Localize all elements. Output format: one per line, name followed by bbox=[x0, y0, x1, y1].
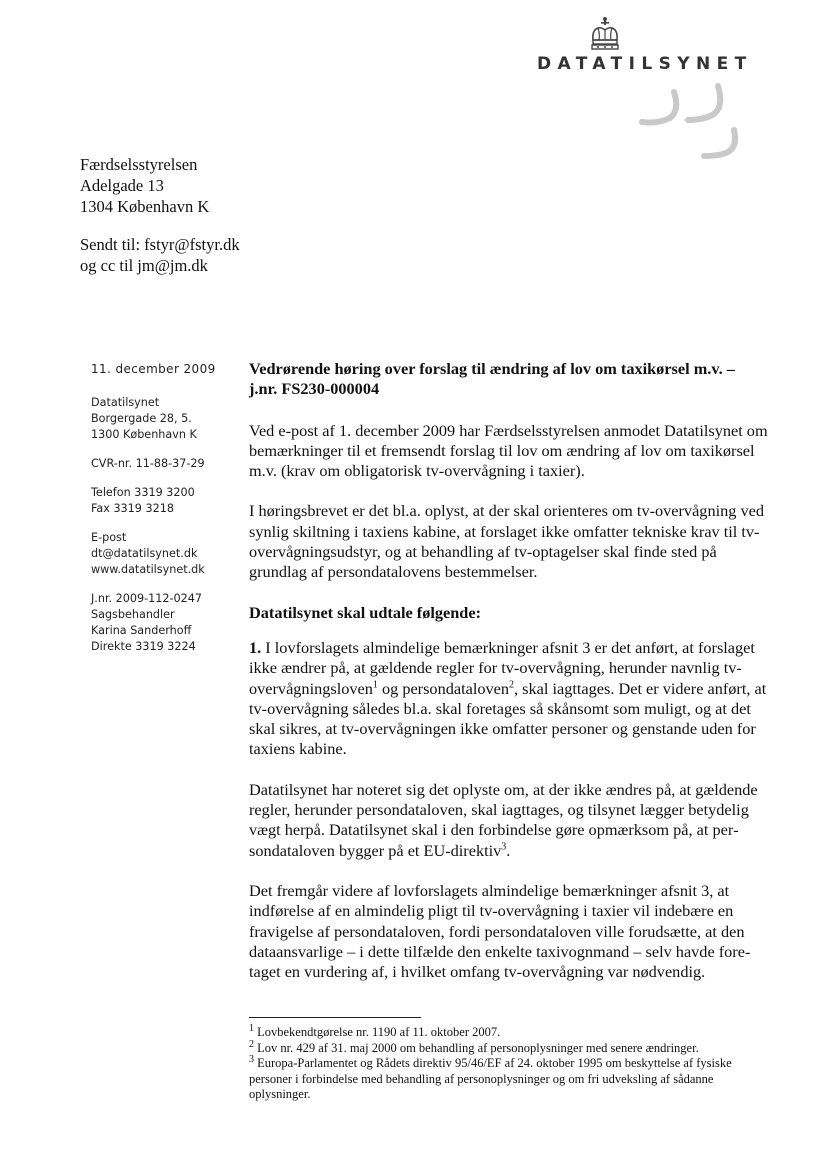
letter-body bbox=[249, 359, 775, 1002]
paragraph-4-part-a: Datatilsynet har noteret sig det oplyste om, at der ikke ændres på, at gældende regler, herunder persondataloven, skal iagttages, og tilsynet lægger betydelig vægt herpå. Datatilsynet skal i den forbindelse gøre opmærksom på, at persondataloven bygger på et EU-direktiv bbox=[249, 779, 758, 860]
sender-city: 1300 København K bbox=[91, 428, 197, 441]
sender-address bbox=[91, 395, 241, 443]
handler-name: Karina Sanderhoff bbox=[91, 624, 192, 637]
paragraph-1: Ved e-post af 1. december 2009 har Færdselsstyrelsen anmodet Datatilsynet om bemærkninger til et fremsendt forslag til lov om ændring af lov om taxikørsel m.v. (krav om obligatorisk tv-overvågning i taxier). bbox=[249, 420, 768, 481]
sender-street: Borgergade 28, 5. bbox=[91, 412, 192, 425]
phone-block bbox=[91, 485, 241, 517]
paragraph-4 bbox=[249, 780, 775, 861]
case-block bbox=[91, 591, 241, 655]
contact-block bbox=[91, 530, 241, 578]
phone-number: Telefon 3319 3200 bbox=[91, 486, 195, 499]
crown-icon bbox=[588, 16, 622, 52]
recipient-street: Adelgade 13 bbox=[80, 176, 164, 195]
point-number: 1. bbox=[249, 637, 262, 657]
recipient-city: 1304 København K bbox=[80, 197, 210, 216]
footnote-text: Lovbekendtgørelse nr. 1190 af 11. oktober 2007. bbox=[254, 1025, 501, 1039]
website-link[interactable]: www.datatilsynet.dk bbox=[91, 563, 205, 576]
sent-to-block bbox=[80, 234, 240, 276]
letter-date: 11. december 2009 bbox=[91, 362, 216, 376]
cc-line: og cc til jm@jm.dk bbox=[80, 256, 208, 275]
footnote-text: Europa-Parlamentet og Rådets direktiv 95/46/EF af 24. oktober 1995 om beskyttelse af fysiske personer i forbindelse med behandling af personoplysninger og om fri udveksling af sådanne oplysninger. bbox=[249, 1056, 732, 1101]
logo-wordmark: DATATILSYNET bbox=[537, 54, 753, 74]
footnote-text: Lov nr. 429 af 31. maj 2000 om behandling af personoplysninger med senere ændringer. bbox=[254, 1040, 699, 1055]
footnote-divider bbox=[249, 1017, 421, 1018]
footnote-number: 3 bbox=[249, 1053, 254, 1065]
section-heading: Datatilsynet skal udtale følgende: bbox=[249, 602, 482, 622]
subject-line-2: j.nr. FS230-000004 bbox=[249, 379, 380, 399]
cvr-number: CVR-nr. 11-88-37-29 bbox=[91, 457, 205, 470]
footnote-ref-1[interactable]: 1 bbox=[372, 679, 378, 691]
fax-number: Fax 3319 3218 bbox=[91, 502, 174, 515]
footnote-ref-2[interactable]: 2 bbox=[509, 679, 515, 691]
paragraph-3-part-a: I lovforslagets almindelige bemærkninger afsnit 3 er det anført, at forslaget ikke ændrer på, at gældende regler for tv-overvågning, herunder navnlig tv-overvågningsloven bbox=[249, 637, 755, 698]
hooks-decoration-icon bbox=[630, 80, 750, 170]
datatilsynet-logo bbox=[530, 14, 770, 164]
paragraph-3-part-c: , skal iagttages. Det er videre anført, at tv-overvågning således bl.a. skal foretages så skånsomt som muligt, og at det skal sikres, at tv-overvågningen ikke omfatter personer og genstande uden for taxiens kabine. bbox=[249, 678, 767, 759]
footnote-ref-3[interactable]: 3 bbox=[501, 841, 507, 853]
sender-org: Datatilsynet bbox=[91, 396, 160, 409]
footnote-item bbox=[249, 1053, 769, 1103]
footnote-number: 2 bbox=[249, 1038, 254, 1050]
sent-to-line: Sendt til: fstyr@fstyr.dk bbox=[80, 235, 240, 254]
journal-number: J.nr. 2009-112-0247 bbox=[91, 592, 202, 605]
paragraph-5: Det fremgår videre af lovforslagets almindelige bemærkninger afsnit 3, at indførelse af en almindelig pligt til tv-overvågning i taxier vil indebære en fravigelse af persondataloven, fordi persondataloven ville forudsætte, at den dataansvarlige – i dette tilfælde den enkelte taxivognmand – selv havde foretaget en vurdering af, i hvilket omfang tv-overvågning var nødvendig. bbox=[249, 880, 751, 982]
recipient-address bbox=[80, 154, 209, 217]
email-label: E-post bbox=[91, 531, 127, 544]
sender-sidebar bbox=[91, 361, 241, 668]
handler-label: Sagsbehandler bbox=[91, 608, 175, 621]
footnote-item bbox=[249, 1022, 769, 1041]
letter-subject bbox=[249, 359, 775, 400]
recipient-name: Færdselsstyrelsen bbox=[80, 155, 198, 174]
paragraph-3-part-b: og persondataloven bbox=[377, 678, 510, 698]
direct-phone: Direkte 3319 3224 bbox=[91, 640, 196, 653]
footnotes bbox=[249, 1022, 769, 1103]
paragraph-2: I høringsbrevet er det bl.a. oplyst, at der skal orienteres om tv-overvågning ved synlig skiltning i taxiens kabine, at forslaget ikke omfatter tekniske krav til tv-overvågningsudstyr, og at behandling af tv-optagelser skal finde sted på grundlag af persondatalovens bestemmelser. bbox=[249, 501, 764, 582]
paragraph-4-part-b: . bbox=[506, 840, 511, 860]
subject-line-1: Vedrørende høring over forslag til ændring af lov om taxikørsel m.v. – bbox=[249, 359, 735, 378]
footnote-number: 1 bbox=[249, 1022, 254, 1034]
email-link[interactable]: dt@datatilsynet.dk bbox=[91, 547, 198, 560]
paragraph-3 bbox=[249, 638, 775, 760]
footnote-item bbox=[249, 1038, 769, 1057]
